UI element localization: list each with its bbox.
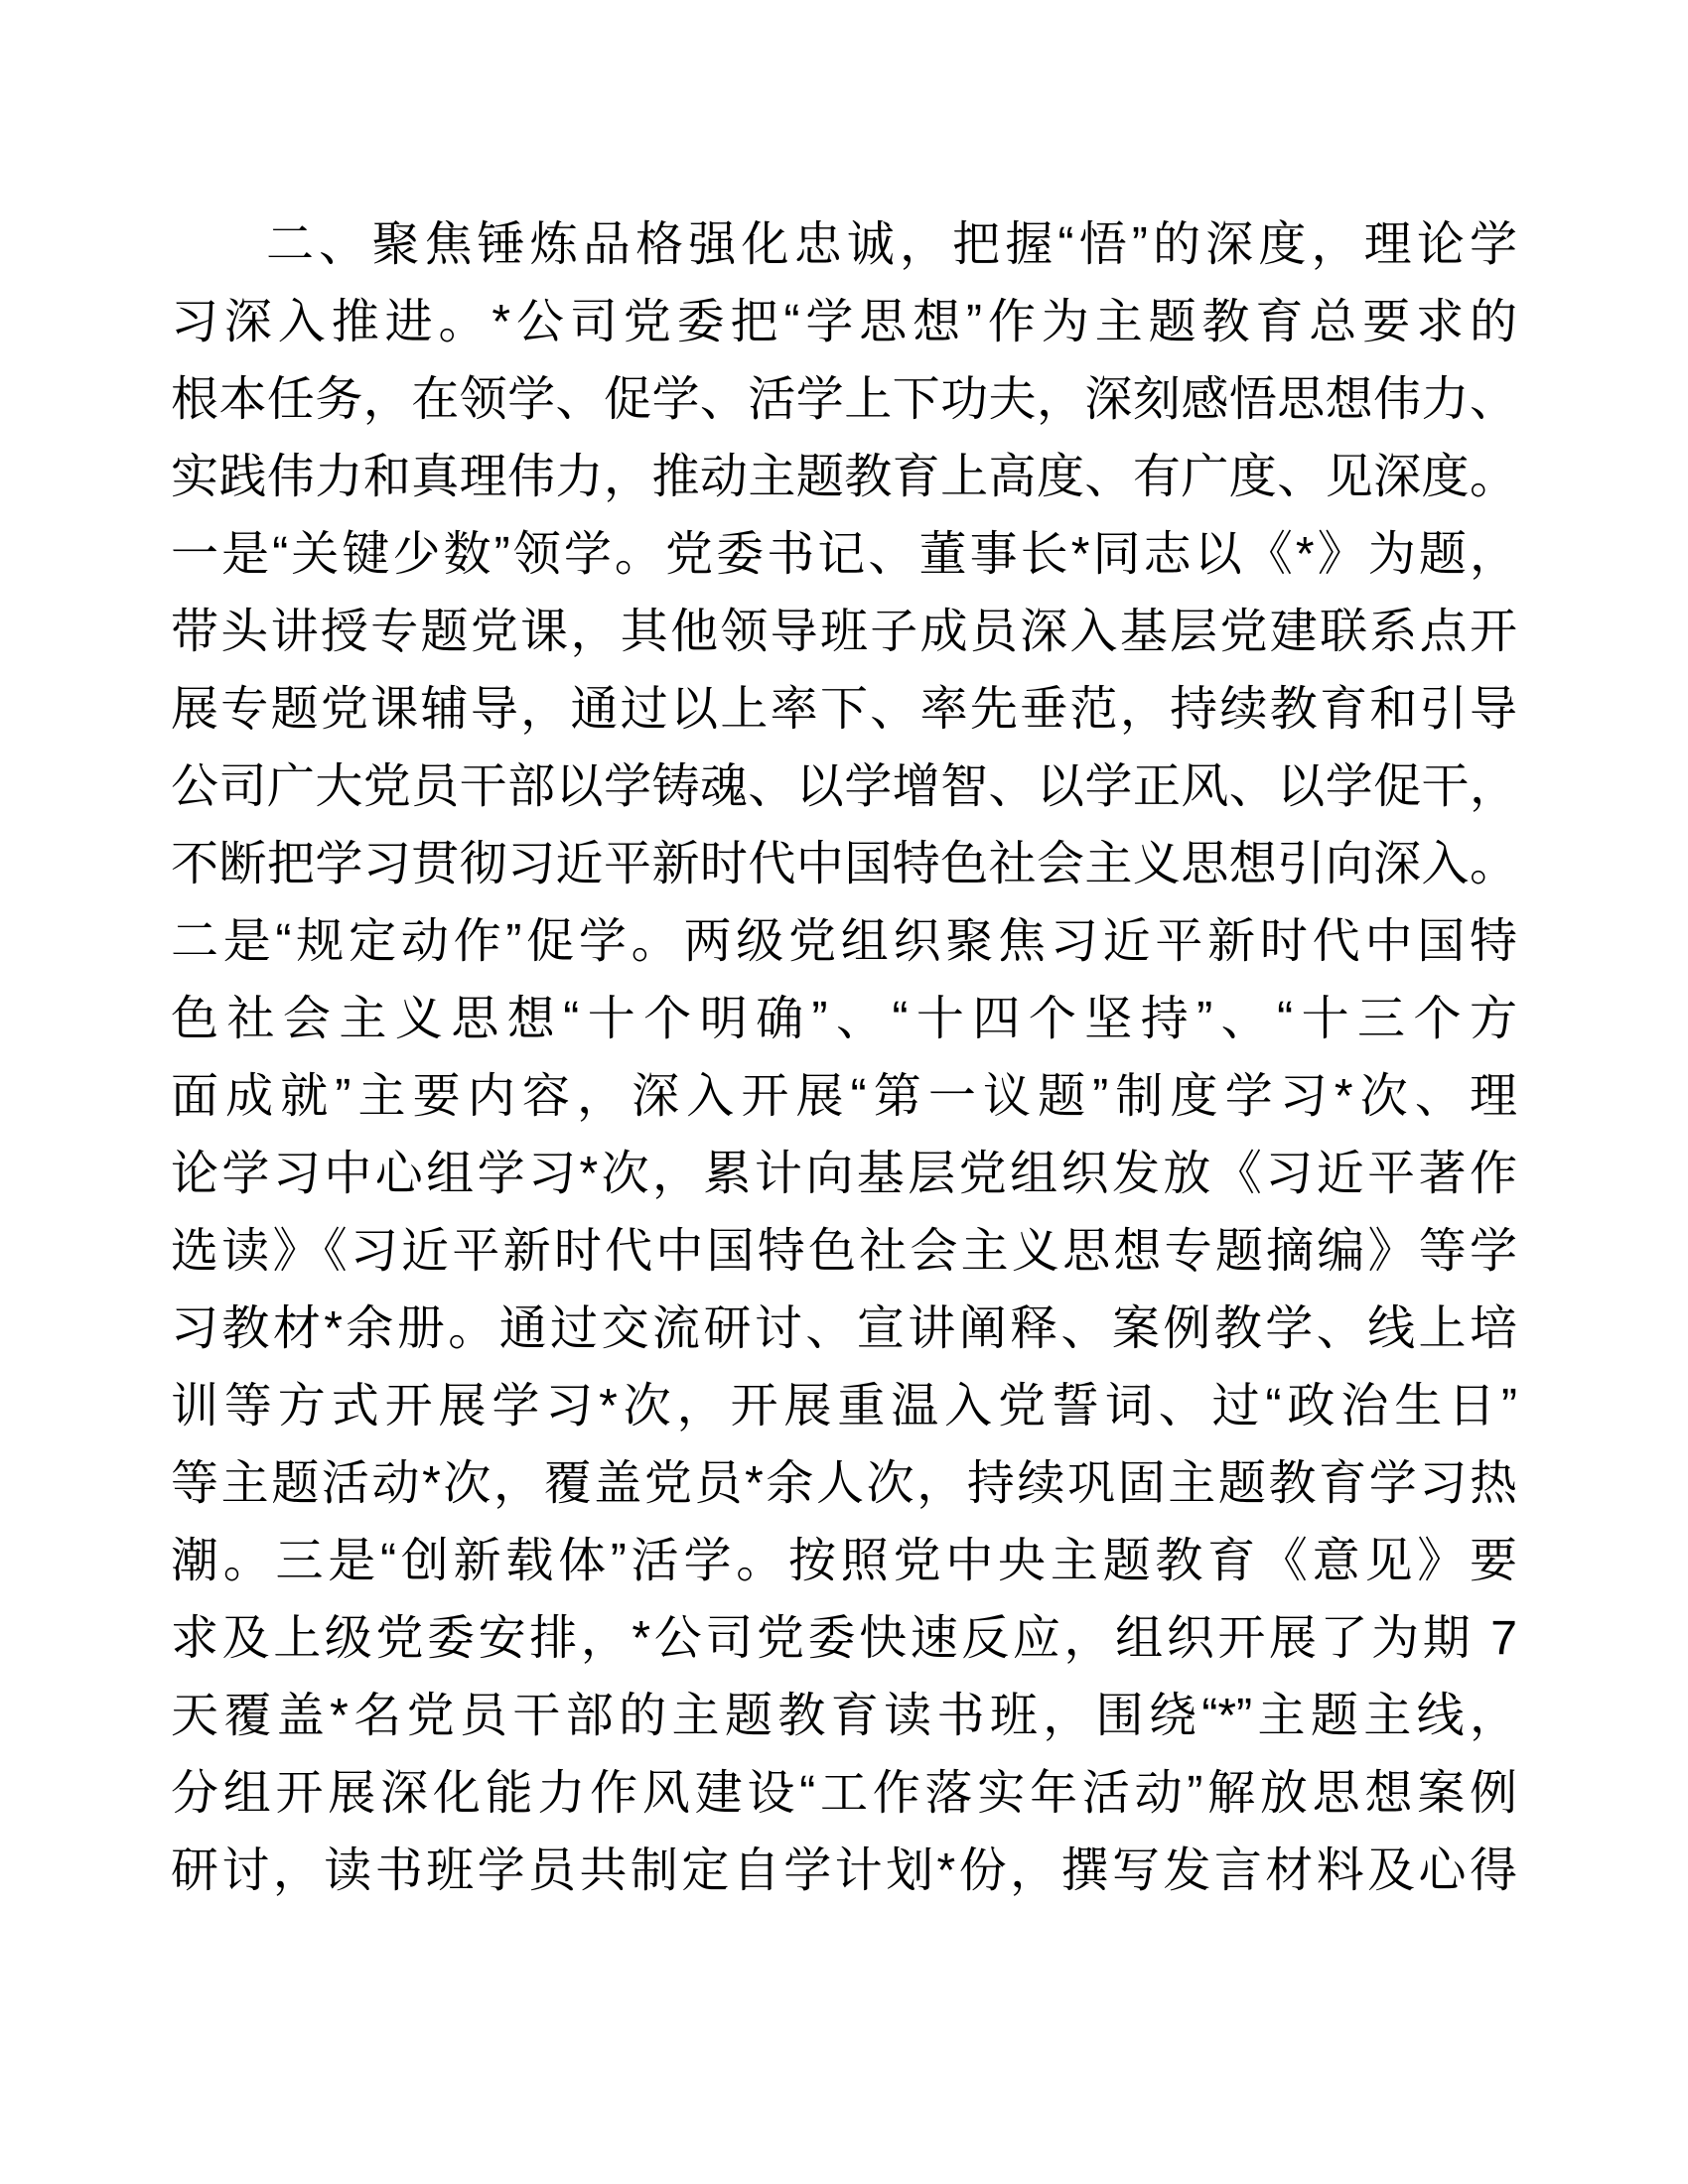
text-line: 分组开展深化能力作风建设“工作落实年活动”解放思想案例 bbox=[171, 1767, 1517, 1820]
text-line: 实践伟力和真理伟力，推动主题教育上高度、有广度、见深度。 bbox=[171, 451, 1517, 503]
text-line: 公司广大党员干部以学铸魂、以学增智、以学正风、以学促干， bbox=[171, 760, 1517, 813]
text-line: 训等方式开展学习*次，开展重温入党誓词、过“政治生日” bbox=[171, 1380, 1517, 1433]
text-line: 二、聚焦锤炼品格强化忠诚，把握“悟”的深度，理论学 bbox=[266, 218, 1517, 271]
text-line: 潮。三是“创新载体”活学。按照党中央主题教育《意见》要 bbox=[171, 1535, 1517, 1587]
text-line: 二是“规定动作”促学。两级党组织聚焦习近平新时代中国特 bbox=[171, 915, 1517, 968]
text-line: 习教材*余册。通过交流研讨、宣讲阐释、案例教学、线上培 bbox=[171, 1302, 1517, 1355]
text-line: 不断把学习贯彻习近平新时代中国特色社会主义思想引向深入。 bbox=[171, 838, 1517, 890]
text-line: 论学习中心组学习*次，累计向基层党组织发放《习近平著作 bbox=[171, 1148, 1517, 1200]
text-line: 色社会主义思想“十个明确”、“十四个坚持”、“十三个方 bbox=[171, 993, 1517, 1045]
text-line: 展专题党课辅导，通过以上率下、率先垂范，持续教育和引导 bbox=[171, 683, 1517, 736]
text-line: 根本任务，在领学、促学、活学上下功夫，深刻感悟思想伟力、 bbox=[171, 373, 1517, 426]
text-line: 天覆盖*名党员干部的主题教育读书班，围绕“*”主题主线， bbox=[171, 1690, 1517, 1742]
body-paragraph bbox=[171, 206, 1517, 1910]
text-line: 一是“关键少数”领学。党委书记、董事长*同志以《*》为题， bbox=[171, 528, 1517, 581]
text-line: 等主题活动*次，覆盖党员*余人次，持续巩固主题教育学习热 bbox=[171, 1457, 1517, 1510]
text-line: 求及上级党委安排，*公司党委快速反应，组织开展了为期 7 bbox=[171, 1612, 1517, 1665]
text-line: 带头讲授专题党课，其他领导班子成员深入基层党建联系点开 bbox=[171, 606, 1517, 658]
text-line: 习深入推进。*公司党委把“学思想”作为主题教育总要求的 bbox=[171, 296, 1517, 348]
text-line: 面成就”主要内容，深入开展“第一议题”制度学习*次、理 bbox=[171, 1070, 1517, 1123]
text-line: 选读》《习近平新时代中国特色社会主义思想专题摘编》等学 bbox=[171, 1225, 1517, 1278]
text-line: 研讨，读书班学员共制定自学计划*份，撰写发言材料及心得 bbox=[171, 1844, 1517, 1897]
